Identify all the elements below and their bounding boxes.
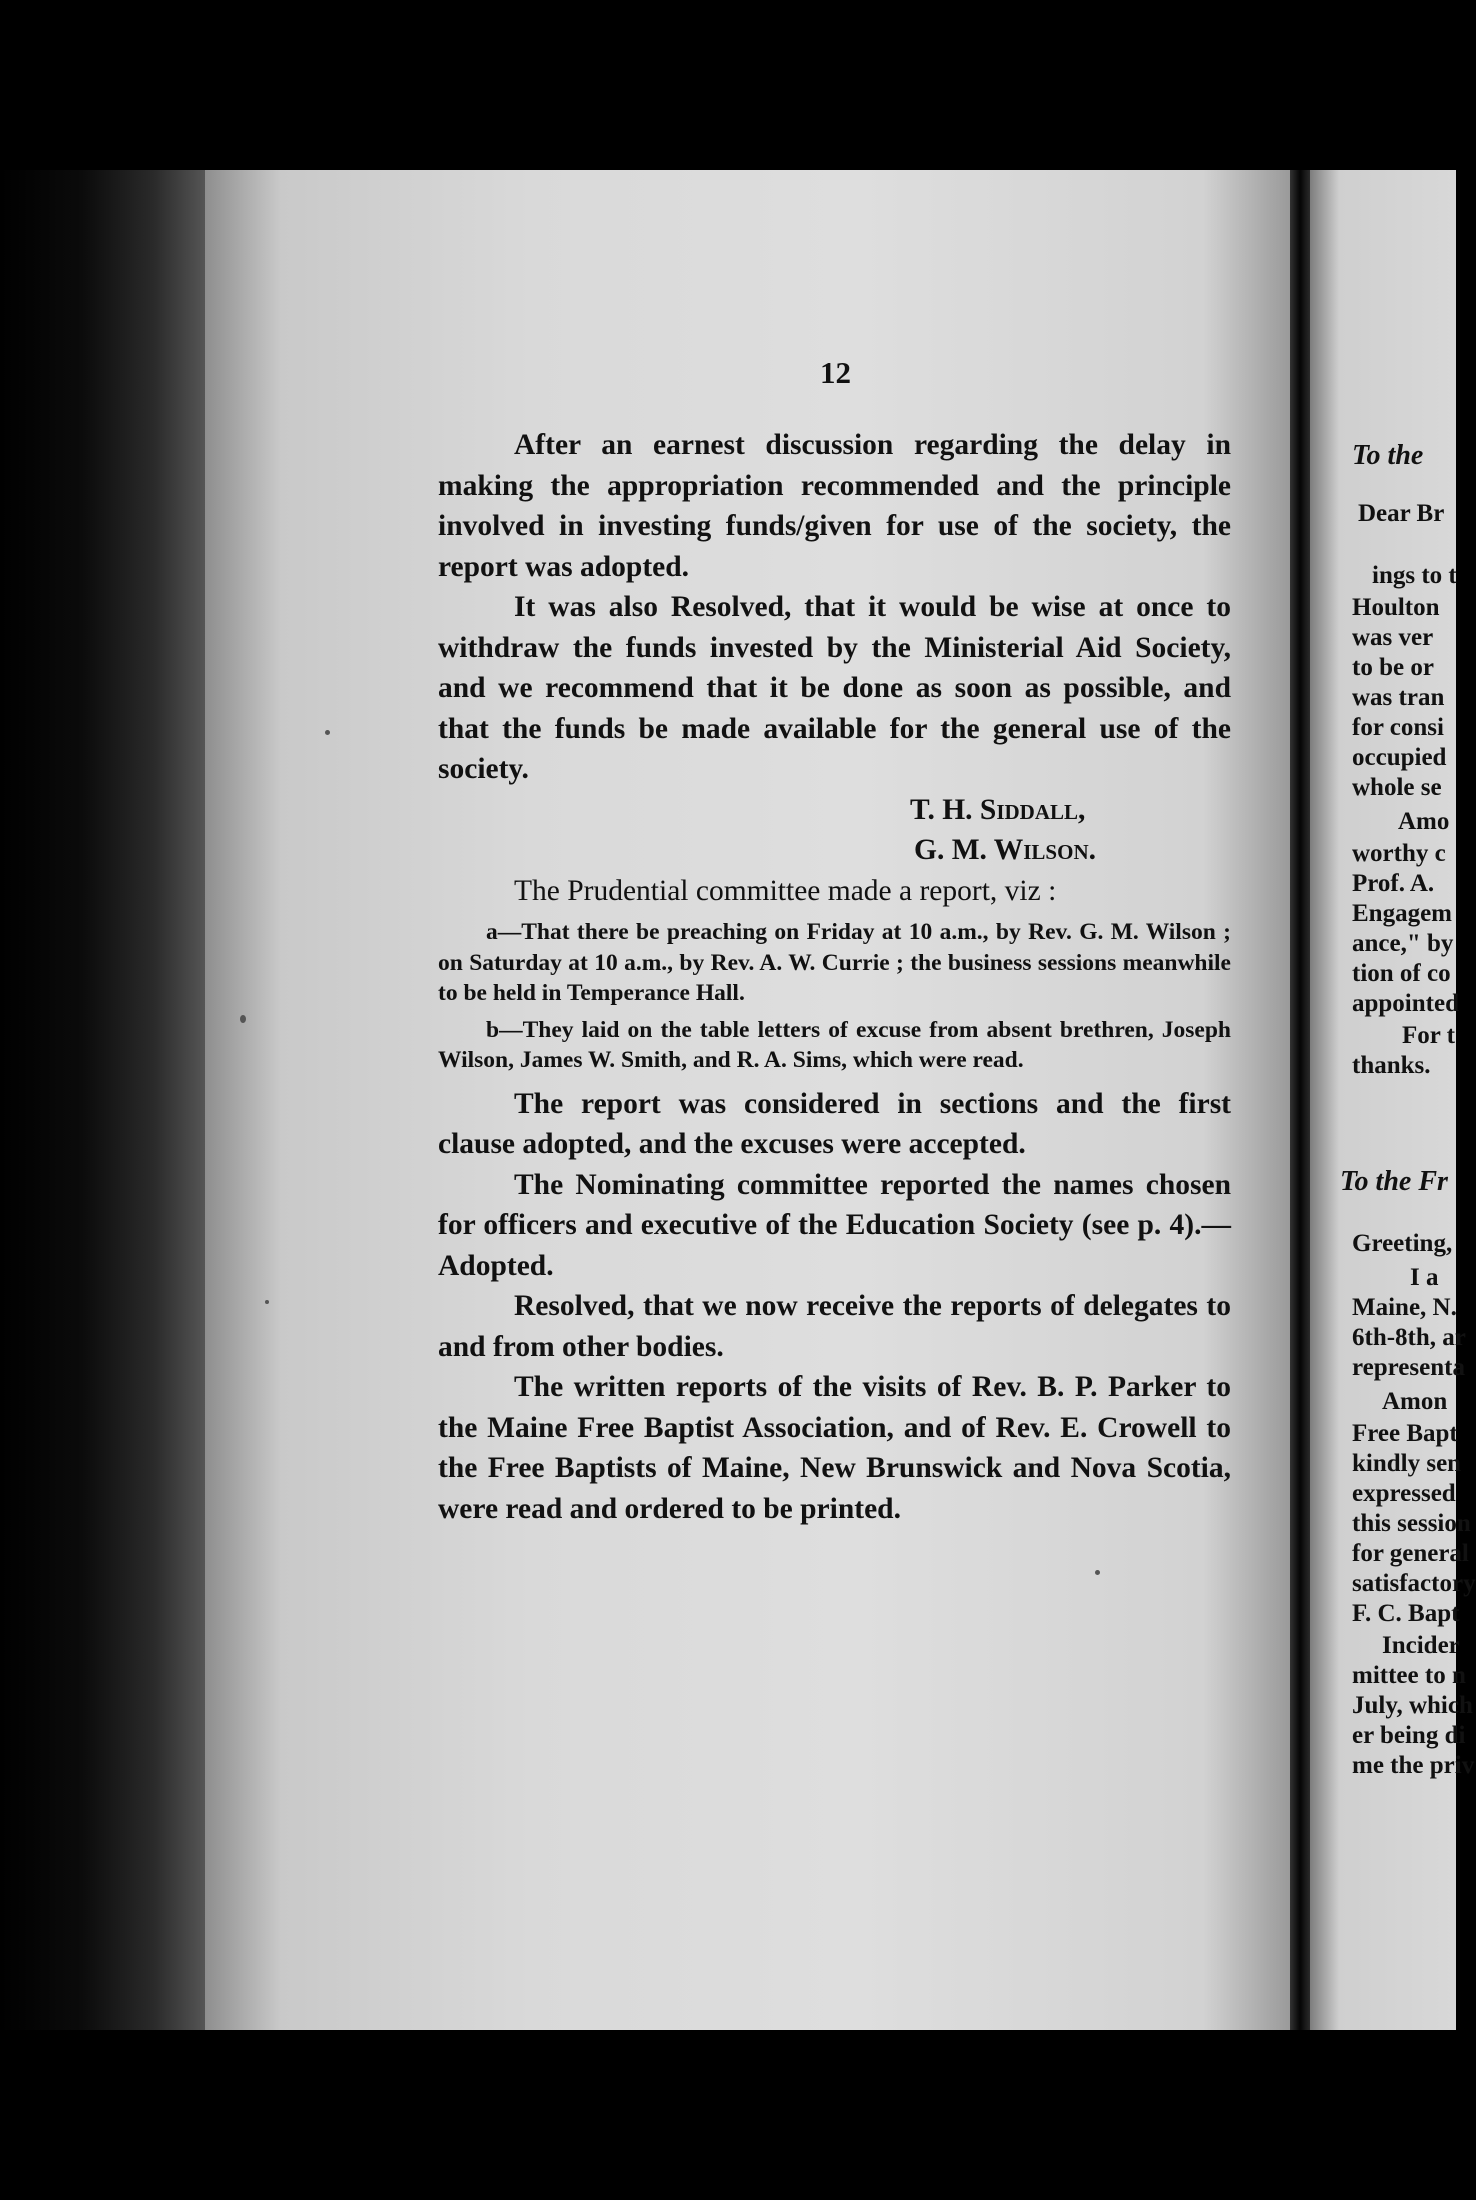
facing-text: mittee to n <box>1352 1662 1466 1689</box>
facing-text: expressed <box>1352 1480 1456 1507</box>
facing-text: To the Fr <box>1340 1166 1448 1197</box>
report-item: b—They laid on the table letters of excuse from absent brethren, Joseph Wilson, James W. Smith, and R. A. Sims, which were read. <box>438 1016 1231 1073</box>
facing-text: er being di <box>1352 1722 1466 1749</box>
facing-text: Prof. A. <box>1352 870 1435 897</box>
facing-text: Incider <box>1382 1632 1460 1659</box>
facing-text: this session <box>1352 1510 1471 1537</box>
facing-text: Maine, N. <box>1352 1294 1457 1321</box>
paragraph: The written reports of the visits of Rev. B. P. Parker to the Maine Free Baptist Association, and of Rev. E. Crowell to the Free Baptists of Maine, New Brunswick and Nova Scotia, were read and ordered to be printed. <box>438 1371 1231 1525</box>
facing-text: Free Bapt <box>1352 1420 1458 1447</box>
facing-text: for general <box>1352 1540 1469 1567</box>
facing-text: kindly sen <box>1352 1450 1462 1477</box>
facing-text: 6th-8th, ar <box>1352 1324 1466 1351</box>
facing-text: to be or <box>1352 654 1434 681</box>
facing-text: worthy c <box>1352 840 1446 867</box>
paragraph: After an earnest discussion regarding the delay in making the appropriation recommended and the principle involved in investing funds/given for use of the society, the report was adopted. <box>438 429 1231 583</box>
facing-text: thanks. <box>1352 1052 1431 1079</box>
report-item: a—That there be preaching on Friday at 10 a.m., by Rev. G. M. Wilson ; on Saturday at 10 a.m., by Rev. A. W. Currie ; the business sessions meanwhile to be held in Temperance Hall. <box>438 919 1231 1006</box>
paragraph: The report was considered in sections and the first clause adopted, and the excuses were accepted. <box>438 1087 1231 1160</box>
facing-text: was ver <box>1352 624 1434 651</box>
facing-text: July, which <box>1352 1692 1473 1719</box>
facing-text: Greeting, <box>1352 1230 1453 1257</box>
paragraph: Resolved, that we now receive the reports of delegates to and from other bodies. <box>438 1290 1231 1363</box>
facing-text: I a <box>1410 1264 1439 1291</box>
facing-text: representa <box>1352 1354 1465 1381</box>
facing-text: For t <box>1402 1022 1455 1049</box>
facing-text: tion of co <box>1352 960 1451 987</box>
page-body <box>438 425 1231 1529</box>
facing-text: F. C. Bapt <box>1352 1600 1460 1627</box>
facing-text: Engagem <box>1352 900 1452 927</box>
facing-text: me the priv <box>1352 1752 1475 1779</box>
facing-text: Amo <box>1398 808 1450 835</box>
facing-text: satisfactory <box>1352 1570 1476 1597</box>
facing-text: Amon <box>1382 1388 1448 1415</box>
facing-page <box>1310 170 1476 2030</box>
facing-text: appointed <box>1352 990 1459 1017</box>
facing-text: To the <box>1352 440 1424 471</box>
facing-text: Dear Br <box>1358 500 1445 527</box>
facing-text: for consi <box>1352 714 1444 741</box>
book-binding <box>0 170 205 2030</box>
facing-text: was tran <box>1352 684 1445 711</box>
facing-text: ance," by <box>1352 930 1454 957</box>
facing-text: ings to t <box>1372 562 1457 589</box>
page-number: 12 <box>820 355 851 390</box>
signature: G. M. Wilson. <box>914 834 1096 866</box>
facing-text: whole se <box>1352 774 1442 801</box>
paragraph: The Nominating committee reported the names chosen for officers and executive of the Education Society (see p. 4).—Adopted. <box>438 1168 1231 1282</box>
paragraph: The Prudential committee made a report, viz : <box>514 874 1057 907</box>
page-gutter <box>1290 170 1310 2030</box>
paragraph: It was also Resolved, that it would be wise at once to withdraw the funds invested by the Ministerial Aid Society, and we recommend that it be done as soon as possible, and that the funds be made available for the general use of the society. <box>438 591 1231 785</box>
signature: T. H. Siddall, <box>910 793 1086 826</box>
facing-text: occupied <box>1352 744 1447 771</box>
facing-text: Houlton <box>1352 594 1440 621</box>
